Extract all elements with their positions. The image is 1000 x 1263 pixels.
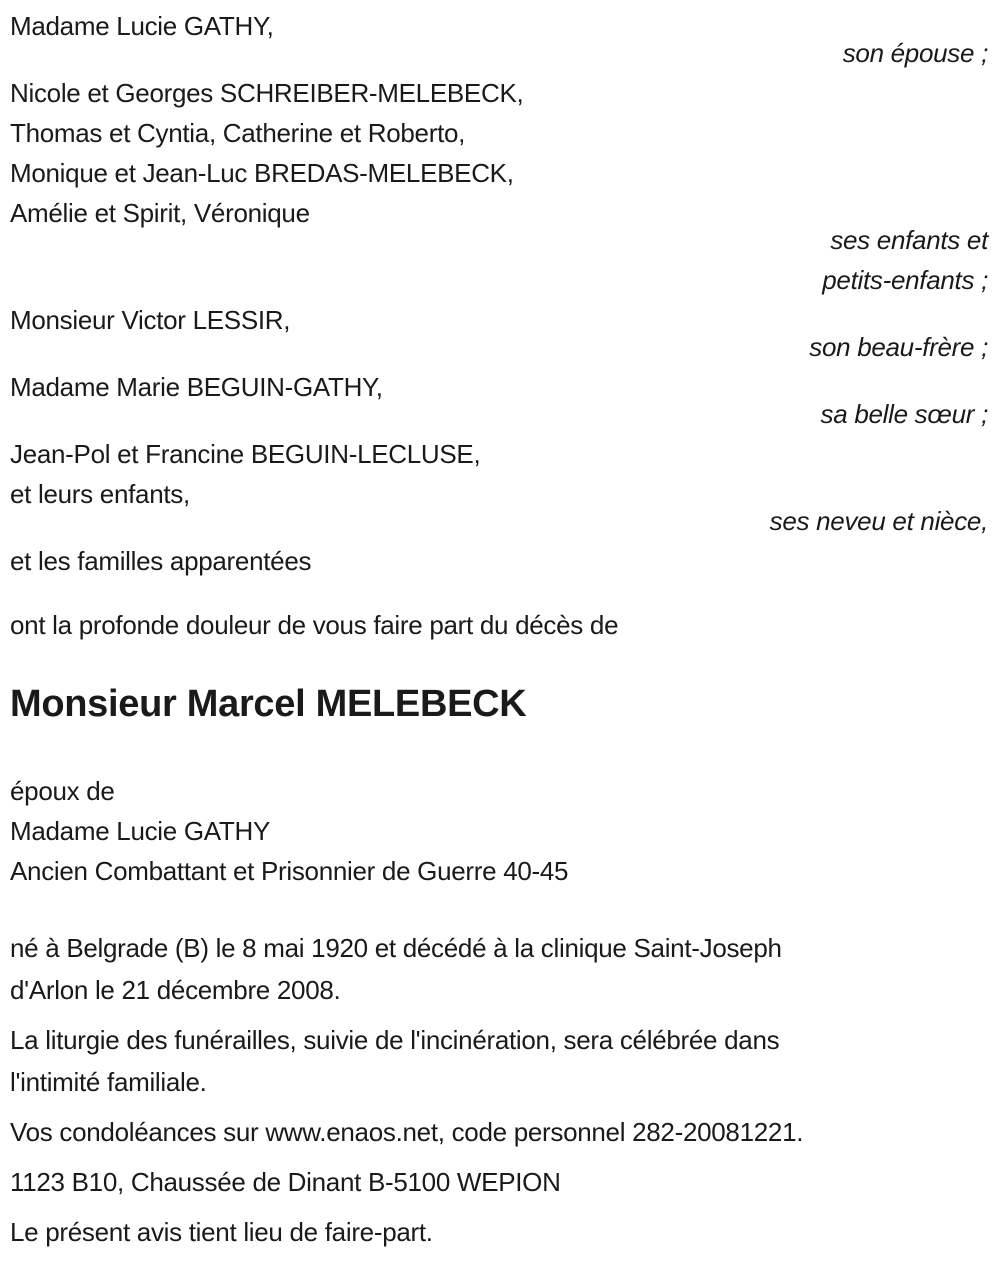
relationship-label: ses neveu et nièce,	[769, 506, 988, 536]
family-member-line: Madame Lucie GATHY,	[10, 11, 274, 41]
notice-info-section	[10, 927, 988, 1253]
paragraph-line: La liturgie des funérailles, suivie de l'incinération, sera célébrée dans	[10, 1025, 780, 1055]
family-member-line: Madame Marie BEGUIN-GATHY,	[10, 372, 383, 402]
closing-paragraph	[10, 1211, 988, 1253]
paragraph-line: l'intimité familiale.	[10, 1067, 207, 1097]
birth-death-paragraph	[10, 927, 988, 1011]
condolences-paragraph	[10, 1111, 988, 1153]
deceased-name-heading: Monsieur Marcel MELEBECK	[10, 683, 527, 725]
relationship-label: sa belle sœur ;	[820, 399, 988, 429]
paragraph-line: né à Belgrade (B) le 8 mai 1920 et décédé à la clinique Saint-Joseph	[10, 933, 782, 963]
announcement-line: ont la profonde douleur de vous faire part du décès de	[10, 610, 619, 640]
family-member-line: et leurs enfants,	[10, 479, 190, 509]
closing-line: Le présent avis tient lieu de faire-part.	[10, 1217, 433, 1247]
relationship-label: petits-enfants ;	[822, 265, 988, 295]
family-member-line: et les familles apparentées	[10, 546, 312, 576]
family-member-line: Monique et Jean-Luc BREDAS-MELEBECK,	[10, 158, 514, 188]
address-line: 1123 B10, Chaussée de Dinant B-5100 WEPION	[10, 1167, 561, 1197]
family-member-line: Thomas et Cyntia, Catherine et Roberto,	[10, 118, 466, 148]
family-member-line: Nicole et Georges SCHREIBER-MELEBECK,	[10, 78, 524, 108]
deceased-details-section	[10, 771, 988, 891]
family-member-line: Amélie et Spirit, Véronique	[10, 198, 310, 228]
family-member-line: Jean-Pol et Francine BEGUIN-LECLUSE,	[10, 439, 481, 469]
deceased-detail-line: époux de	[10, 776, 115, 806]
deceased-detail-line: Madame Lucie GATHY	[10, 816, 270, 846]
relationship-label: ses enfants et	[830, 225, 988, 255]
address-paragraph	[10, 1161, 988, 1203]
relationship-label: son épouse ;	[842, 38, 988, 68]
deceased-detail-line: Ancien Combattant et Prisonnier de Guerre 40-45	[10, 856, 569, 886]
paragraph-line: d'Arlon le 21 décembre 2008.	[10, 975, 341, 1005]
liturgy-paragraph	[10, 1019, 988, 1103]
condolences-line: Vos condoléances sur www.enaos.net, code personnel 282-20081221.	[10, 1117, 804, 1147]
family-member-line: Monsieur Victor LESSIR,	[10, 305, 291, 335]
family-section	[10, 6, 988, 581]
relationship-label: son beau-frère ;	[809, 332, 988, 362]
